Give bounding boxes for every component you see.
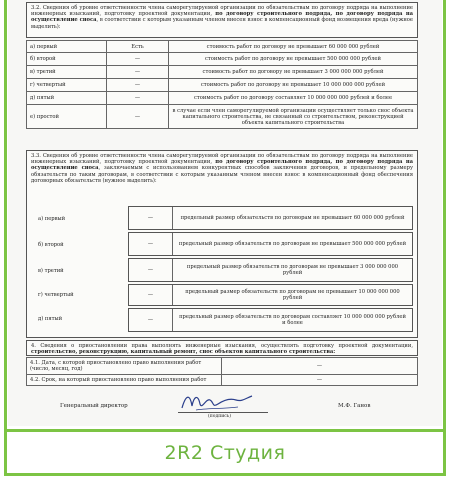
description-cell: предельный размер обязательств по договорам составляет 10 000 000 000 рублей и более	[179, 313, 406, 326]
level-label: а) первый	[38, 216, 66, 222]
table-row	[27, 375, 418, 386]
level-option-second	[128, 232, 413, 256]
section-3-3-text-end: , заключаемым с использованием конкурентных способов заключения договоров, и предельному размеру обязательств по таким договорам, в соответствии с которым указанным членом внесен взнос в компенсационный фонд обеспечения договорных обязательств (нужное выделить):	[31, 165, 414, 184]
mark-cell: —	[129, 233, 173, 255]
description-cell: предельный размер обязательств по договорам не превышает 60 000 000 рублей	[180, 214, 405, 221]
level-label: в) третий	[38, 268, 64, 274]
document-page	[8, 0, 442, 426]
table-row	[27, 41, 418, 53]
level-option-fourth	[128, 284, 413, 306]
level-label: г) четвертый	[38, 292, 74, 298]
description-cell: стоимость работ по договору не превышает 60 000 000 рублей	[169, 41, 418, 53]
section-3-2-table	[26, 40, 418, 129]
level-label: б) второй	[38, 242, 64, 248]
handwritten-signature	[176, 390, 256, 414]
section-3-2-heading	[26, 2, 418, 38]
table-row	[27, 92, 418, 105]
mark-cell: Есть	[107, 41, 169, 53]
level-option-third	[128, 258, 413, 282]
mark-cell: —	[107, 92, 169, 105]
mark-cell: —	[129, 259, 173, 281]
mark-cell: —	[107, 105, 169, 129]
section-3-2-text-end: , в соответствии с которым указанным членом внесен взнос в компенсационный фонд возмещения вреда (нужное выделить):	[31, 17, 413, 30]
level-label: д) пятый	[38, 316, 63, 322]
level-option-fifth	[128, 308, 413, 332]
signature-caption: (подпись)	[208, 414, 231, 419]
section-4-heading	[26, 340, 418, 356]
section-4-emphasis: строительство, реконструкцию, капитальный ремонт, снос объектов капитального строительства:	[31, 349, 336, 356]
description-cell: предельный размер обязательств по договорам не превышает 500 000 000 рублей	[178, 240, 407, 247]
brand-footer	[7, 429, 443, 473]
suspension-date-value: —	[222, 358, 418, 375]
section-4-text: 4. Сведения о приостановлении права выполнять инженерные изыскания, осуществлять подготовку проектной документации,	[31, 343, 413, 349]
level-cell: е) простой	[27, 105, 107, 129]
mark-cell: —	[107, 79, 169, 92]
mark-cell: —	[107, 53, 169, 66]
signer-name: М.Ф. Ганов	[338, 403, 371, 409]
brand-name: 2R2 Студия	[164, 441, 286, 464]
mark-cell: —	[129, 285, 173, 305]
section-3-3-emphasis: по договору строительного подряда, по договору подряда на осуществление сноса	[31, 159, 414, 172]
level-cell: д) пятый	[27, 92, 107, 105]
level-cell: а) первый	[27, 41, 107, 53]
suspension-term-label: 4.2. Срок, на который приостановлено право выполнения работ	[27, 375, 222, 386]
description-cell: стоимость работ по договору не превышает 10 000 000 000 рублей	[169, 79, 418, 92]
table-row	[27, 358, 418, 375]
table-row	[27, 105, 418, 129]
description-cell: предельный размер обязательств по договорам не превышает 10 000 000 000 рублей	[185, 288, 400, 301]
level-cell: в) третий	[27, 66, 107, 79]
description-cell: стоимость работ по договору составляет 10 000 000 000 рублей и более	[169, 92, 418, 105]
suspension-date-label: 4.1. Дата, с которой приостановлено право выполнения работ (число, месяц, год)	[27, 358, 222, 375]
description-cell: стоимость работ по договору не превышает 500 000 000 рублей	[169, 53, 418, 66]
description-cell: предельный размер обязательств по договорам не превышает 3 000 000 000 рублей	[186, 263, 399, 276]
signature-line	[178, 412, 268, 413]
section-3-3-text: 3.3. Сведения об уровне ответственности члена саморегулируемой организации по обязательствам по договору подряда на выполнение инженерных изысканий, подготовку проектной документации,	[31, 153, 413, 166]
description-cell: стоимость работ по договору не превышает 3 000 000 000 рублей	[169, 66, 418, 79]
mark-cell: —	[129, 207, 173, 229]
level-option-first	[128, 206, 413, 230]
signer-position: Генеральный директор	[60, 403, 128, 409]
level-cell: б) второй	[27, 53, 107, 66]
mark-cell: —	[129, 309, 173, 331]
mark-cell: —	[107, 66, 169, 79]
section-3-2-text: 3.2. Сведения об уровне ответственности члена саморегулируемой организации по обязательствам по договору подряда на выполнение инженерных изысканий, подготовку проектной документации,	[31, 5, 413, 18]
section-3-2-emphasis: по договору строительного подряда, по договору подряда на осуществление сноса	[31, 11, 414, 24]
section-4-table	[26, 357, 418, 386]
description-cell: в случае если член саморегулируемой организации осуществляет только снос объекта капитального строительства, не связанный со строительством, реконструкцией объекта капитального строительства	[169, 105, 418, 129]
signature-block	[8, 392, 442, 426]
suspension-term-value: —	[222, 375, 418, 386]
table-row	[27, 66, 418, 79]
table-row	[27, 53, 418, 66]
table-row	[27, 79, 418, 92]
level-cell: г) четвертый	[27, 79, 107, 92]
